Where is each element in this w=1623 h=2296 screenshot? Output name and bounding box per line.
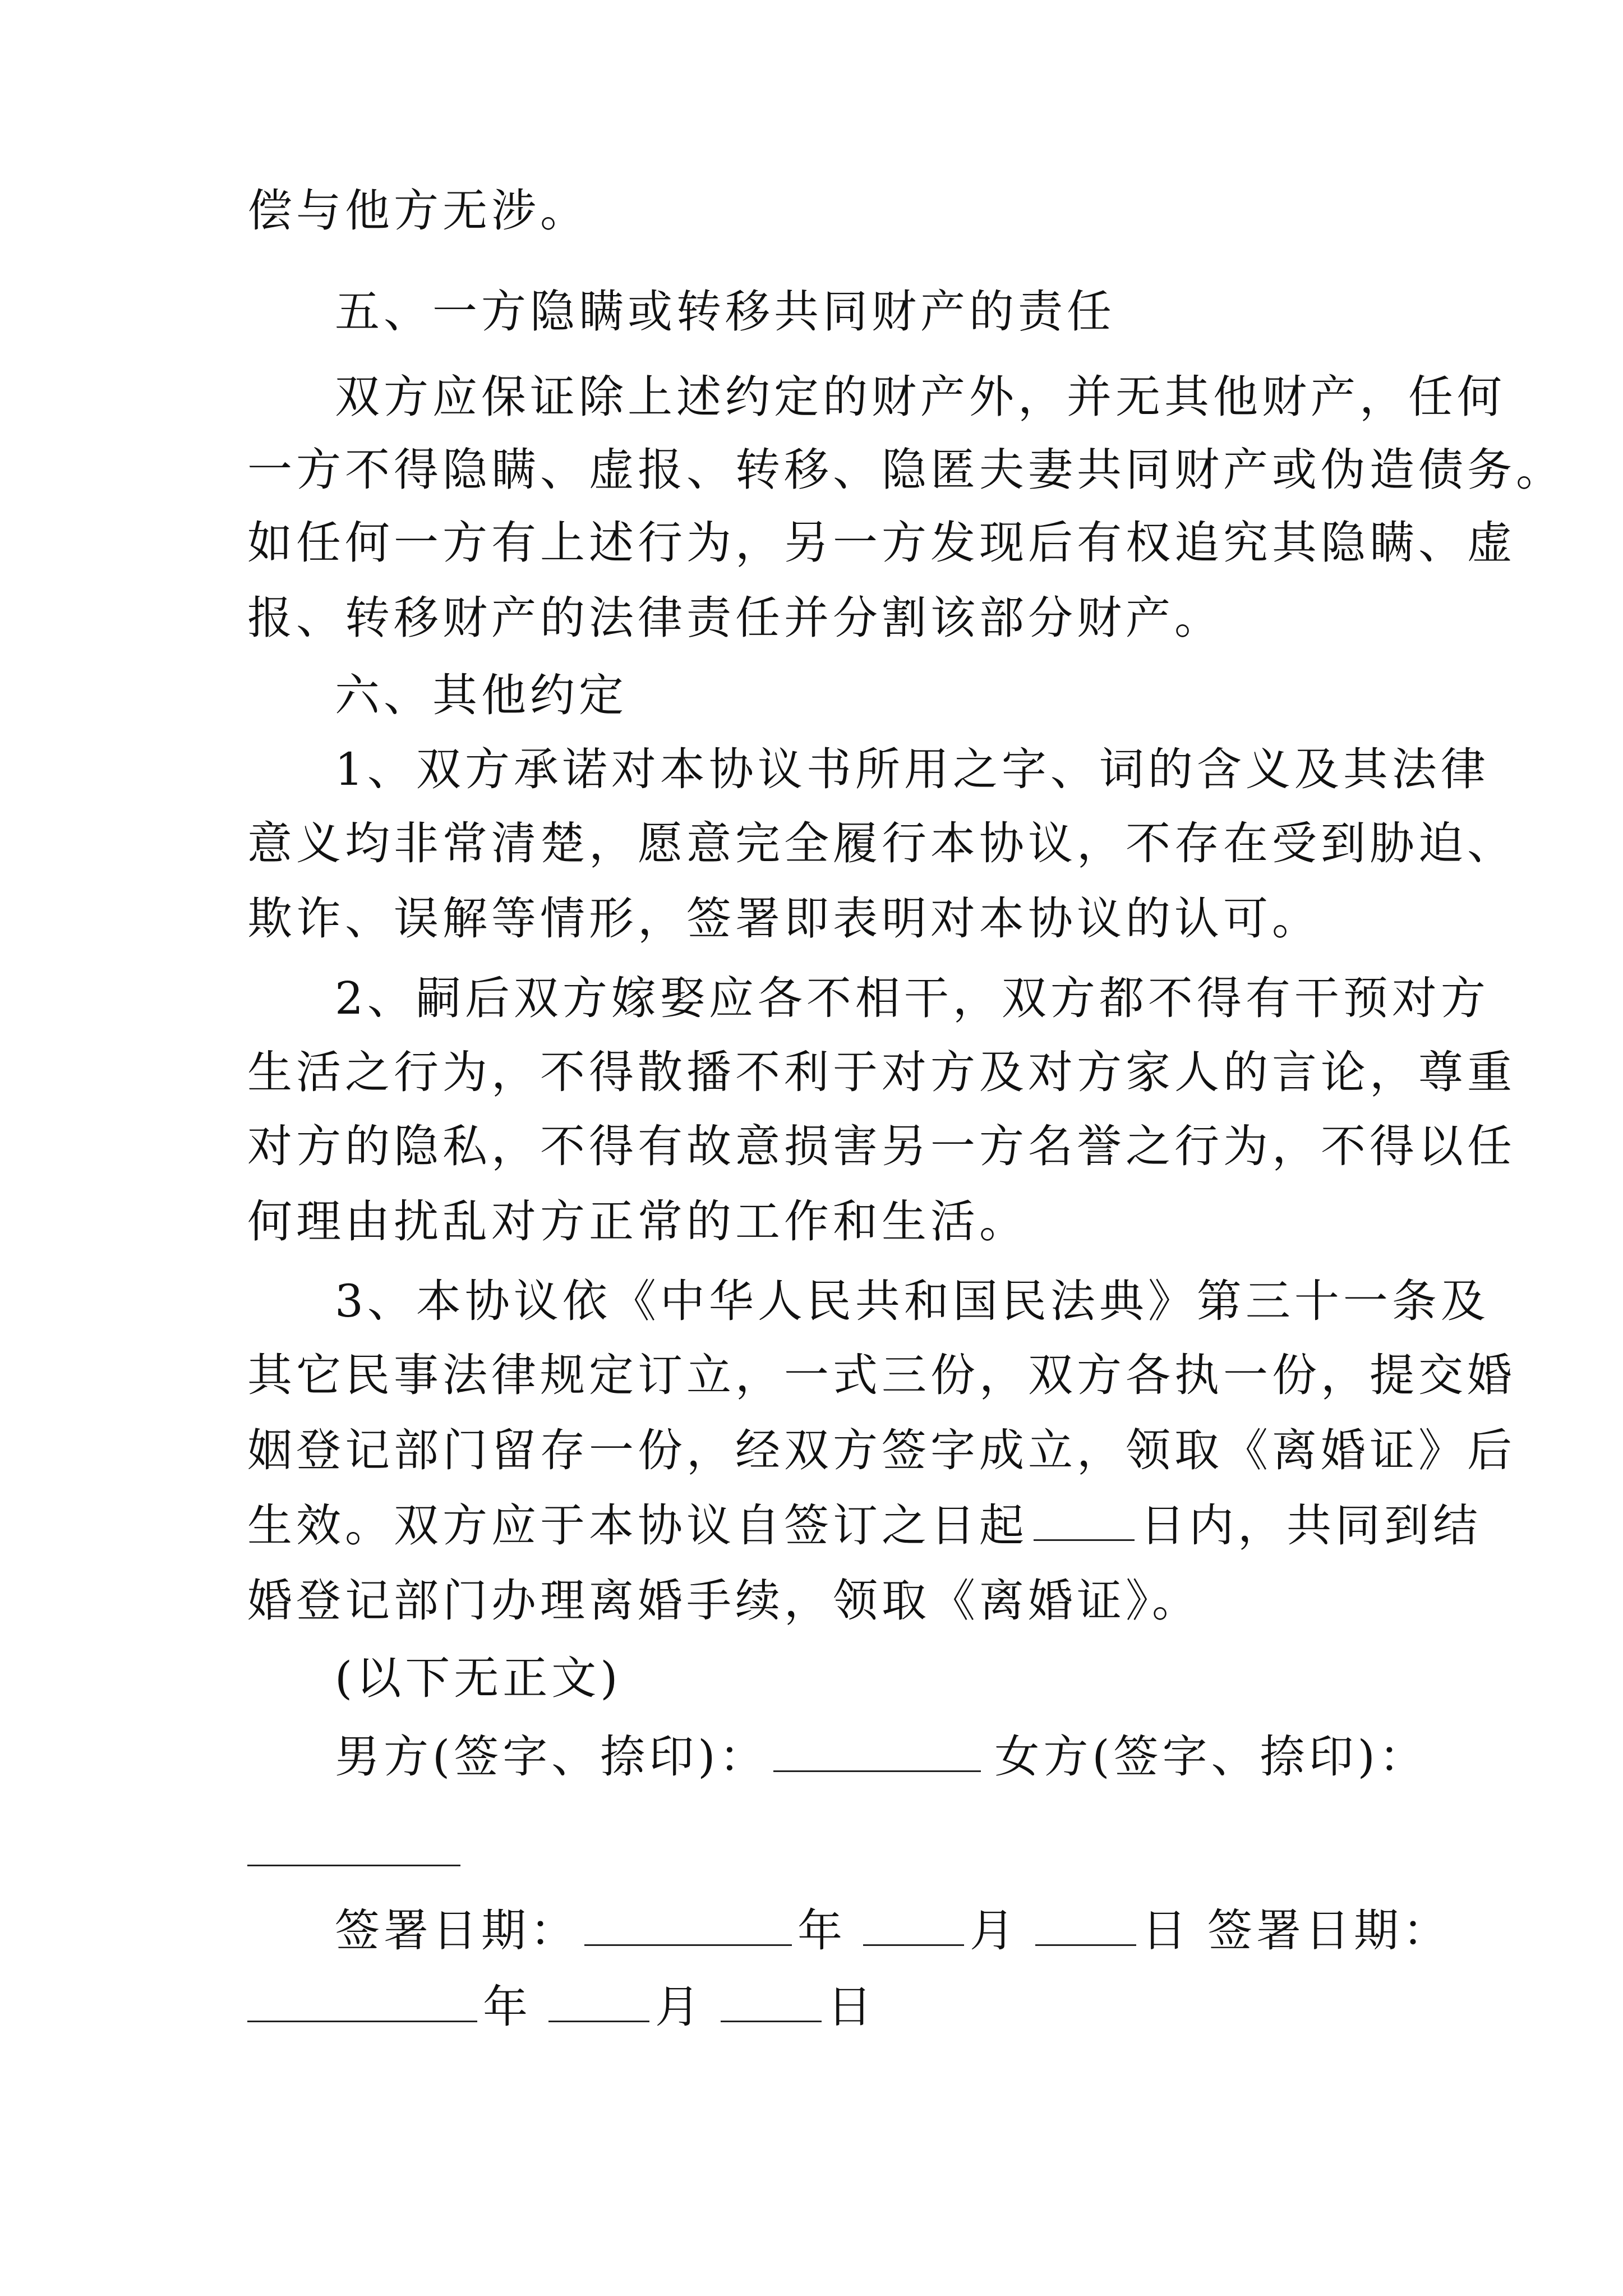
paragraph-line: 意义均非常清楚，愿意完全履行本协议，不存在受到胁迫、: [247, 817, 1516, 869]
month-blank[interactable]: [863, 1905, 964, 1946]
day-label-2: 日: [827, 1981, 876, 2033]
month-label-2: 月: [655, 1981, 704, 2033]
day-blank-2[interactable]: [721, 1981, 822, 2022]
female-signature-label: 女方(签字、捺印)：: [994, 1731, 1428, 1783]
month-label: 月: [970, 1904, 1018, 1957]
effective-clause-after: 日内，共同到结: [1140, 1499, 1482, 1552]
paragraph-line: 1、双方承诺对本协议书所用之字、词的含义及其法律: [335, 743, 1490, 795]
paragraph-line: 3、本协议依《中华人民共和国民法典》第三十一条及: [335, 1275, 1490, 1327]
paragraph-line: 婚登记部门办理离婚手续，领取《离婚证》。: [247, 1575, 1201, 1627]
month-blank-2[interactable]: [548, 1981, 649, 2022]
year-label-2: 年: [483, 1981, 532, 2033]
year-label: 年: [797, 1904, 846, 1957]
no-text-note: (以下无正文): [335, 1652, 622, 1704]
date-label: 签署日期：: [335, 1904, 579, 1957]
day-label: 日: [1142, 1904, 1191, 1957]
paragraph-line: 对方的隐私，不得有故意损害另一方名誉之行为，不得以任: [247, 1120, 1516, 1172]
effective-clause-line: [247, 1499, 1482, 1553]
date-row-1: [335, 1904, 1451, 1958]
section-heading-5: 五、一方隐瞒或转移共同财产的责任: [335, 286, 1115, 338]
date-row-2: [247, 1980, 876, 2034]
paragraph-line: 何理由扰乱对方正常的工作和生活。: [247, 1195, 1028, 1248]
year-blank-2[interactable]: [247, 1981, 477, 2022]
signature-row: [335, 1730, 1428, 1784]
paragraph-line: 报、转移财产的法律责任并分割该部分财产。: [247, 592, 1223, 644]
paragraph-line: 欺诈、误解等情形，签署即表明对本协议的认可。: [247, 892, 1321, 945]
day-blank[interactable]: [1035, 1905, 1136, 1946]
male-signature-label: 男方(签字、捺印)：: [335, 1731, 768, 1783]
paragraph-line: 双方应保证除上述约定的财产外，并无其他财产，任何: [335, 371, 1506, 423]
section-heading-6: 六、其他约定: [335, 669, 628, 721]
paragraph-line: 2、嗣后双方嫁娶应各不相干，双方都不得有干预对方: [335, 972, 1490, 1024]
paragraph-line: 其它民事法律规定订立，一式三份，双方各执一份，提交婚: [247, 1349, 1516, 1401]
paragraph-line: 生活之行为，不得散播不利于对方及对方家人的言论，尊重: [247, 1046, 1516, 1098]
date-label-2: 签署日期：: [1207, 1904, 1451, 1957]
paragraph-line: 一方不得隐瞒、虚报、转移、隐匿夫妻共同财产或伪造债务。: [247, 444, 1565, 496]
paragraph-line: 姻登记部门留存一份，经双方签字成立，领取《离婚证》后: [247, 1424, 1516, 1476]
male-signature-blank[interactable]: [773, 1731, 981, 1772]
days-blank[interactable]: [1034, 1500, 1135, 1541]
paragraph-line: 偿与他方无涉。: [247, 185, 589, 237]
effective-clause-before: 生效。双方应于本协议自签订之日起: [247, 1499, 1028, 1552]
paragraph-line: 如任何一方有上述行为，另一方发现后有权追究其隐瞒、虚: [247, 517, 1516, 569]
female-signature-blank[interactable]: [247, 1865, 460, 1866]
year-blank[interactable]: [584, 1905, 792, 1946]
